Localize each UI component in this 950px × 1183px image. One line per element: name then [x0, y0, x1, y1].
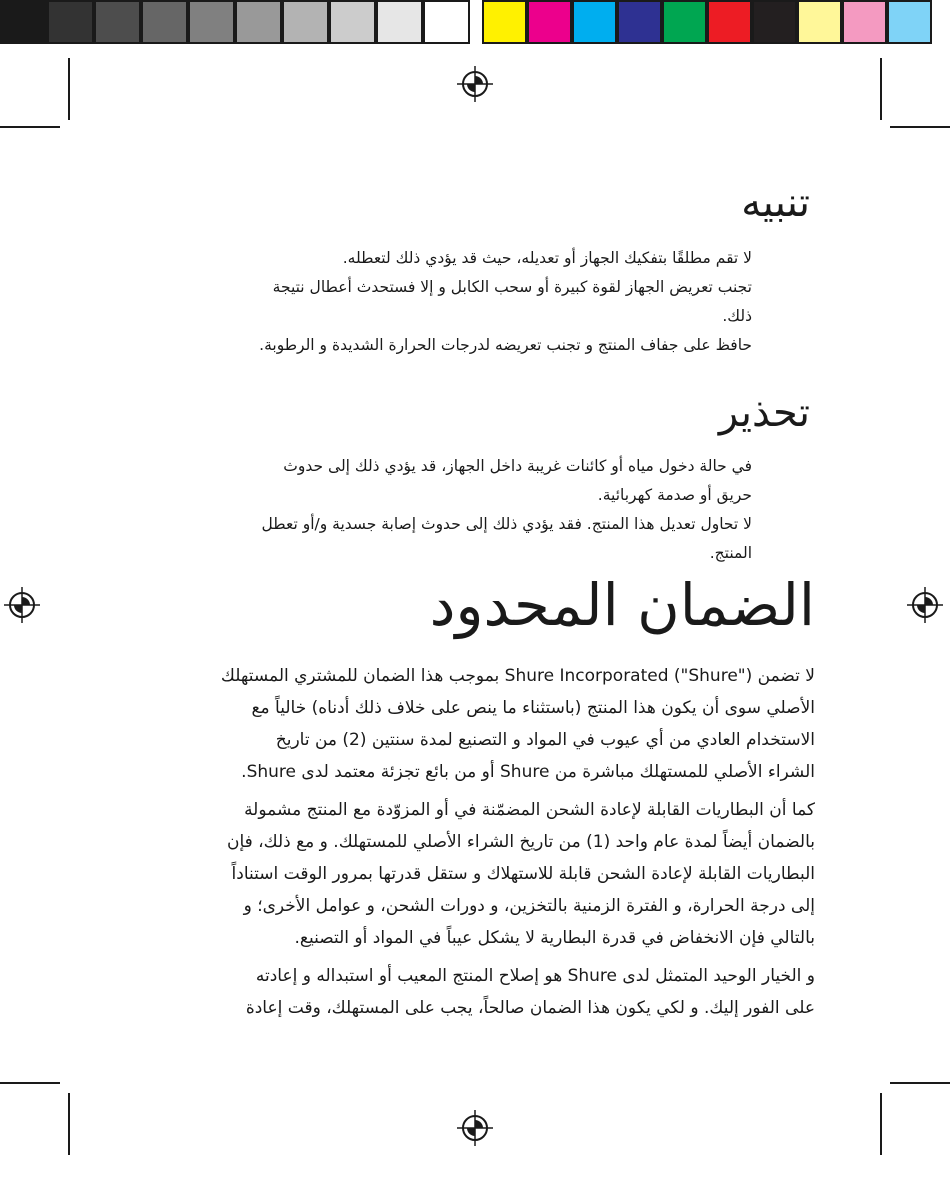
- paragraph-line: إلى درجة الحرارة، و الفترة الزمنية بالتخزين، و دورات الشحن، و عوامل الأخرى؛ و: [243, 896, 815, 916]
- warning-heading: تحذير: [718, 390, 810, 436]
- crop-mark-top-right-vertical: [880, 58, 882, 120]
- crop-mark-bottom-left-vertical: [68, 1093, 70, 1155]
- color-patch-10: [887, 0, 932, 44]
- grayscale-color-bar: [0, 0, 470, 48]
- warning-line: في حالة دخول مياه أو كائنات غريبة داخل الجهاز، قد يؤدي ذلك إلى حدوث: [283, 457, 752, 475]
- crop-mark-bottom-right-horizontal: [890, 1082, 950, 1084]
- paragraph-line: الأصلي سوى أن يكون هذا المنتج (باستثناء ما ينص على خلاف ذلك أدناه) خالياً مع: [251, 698, 815, 718]
- gray-patch-6: [235, 0, 282, 44]
- gray-patch-9: [376, 0, 423, 44]
- warning-line: المنتج.: [709, 544, 752, 562]
- registration-mark-top: [457, 66, 493, 102]
- paragraph-line: كما أن البطاريات القابلة لإعادة الشحن المضمّنة في أو المزوّدة مع المنتج مشمولة: [244, 800, 815, 820]
- color-patch-5: [662, 0, 707, 44]
- paragraph-line: الاستخدام العادي من أي عيوب في المواد و التصنيع لمدة سنتين (2) من تاريخ: [275, 730, 815, 750]
- warning-text-block: [132, 452, 752, 568]
- gray-patch-1: [0, 0, 47, 44]
- paragraph-line: بالضمان أيضاً لمدة عام واحد (1) من تاريخ الشراء الأصلي للمستهلك. و مع ذلك، فإن: [226, 832, 815, 852]
- registration-mark-right: [907, 587, 943, 623]
- caution-text-block: [152, 244, 752, 360]
- crop-mark-bottom-right-vertical: [880, 1093, 882, 1155]
- color-patch-2: [527, 0, 572, 44]
- caution-heading: تنبيه: [741, 180, 810, 226]
- color-patch-4: [617, 0, 662, 44]
- gray-patch-2: [47, 0, 94, 44]
- color-patch-6: [707, 0, 752, 44]
- gray-patch-3: [94, 0, 141, 44]
- gray-patch-10: [423, 0, 470, 44]
- paragraph-line: على الفور إليك. و لكي يكون هذا الضمان صالحاً، يجب على المستهلك، وقت إعادة: [245, 998, 815, 1018]
- warning-line: حريق أو صدمة كهربائية.: [597, 486, 752, 504]
- color-patch-7: [752, 0, 797, 44]
- paragraph-line: و الخيار الوحيد المتمثل لدى Shure هو إصلاح المنتج المعيب أو استبداله و إعادته: [255, 966, 815, 986]
- registration-mark-left: [4, 587, 40, 623]
- paragraph-line: بالتالي فإن الانخفاض في قدرة البطارية لا يشكل عيباً في المواد أو التصنيع.: [294, 928, 815, 948]
- registration-mark-bottom: [457, 1110, 493, 1146]
- warranty-body: [115, 660, 815, 1030]
- warranty-paragraph-2: [115, 794, 815, 954]
- warranty-paragraph-1: [115, 660, 815, 788]
- crop-mark-top-left-vertical: [68, 58, 70, 120]
- color-patch-8: [797, 0, 842, 44]
- color-patch-3: [572, 0, 617, 44]
- caution-line: ذلك.: [722, 307, 752, 325]
- gray-patch-8: [329, 0, 376, 44]
- caution-line: تجنب تعريض الجهاز لقوة كبيرة أو سحب الكابل و إلا فستحدث أعطال نتيجة: [272, 278, 752, 296]
- color-patch-1: [482, 0, 527, 44]
- process-color-bar: [482, 0, 932, 48]
- paragraph-line: البطاريات القابلة لإعادة الشحن قابلة للاستهلاك و ستقل قدرتها بمرور الوقت استناداً: [231, 864, 815, 884]
- crop-mark-bottom-left-horizontal: [0, 1082, 60, 1084]
- warning-line: لا تحاول تعديل هذا المنتج. فقد يؤدي ذلك إلى حدوث إصابة جسدية و/أو تعطل: [261, 515, 752, 533]
- paragraph-line: لا تضمن Shure Incorporated ("Shure") بموجب هذا الضمان للمشتري المستهلك: [220, 666, 815, 686]
- caution-line: حافظ على جفاف المنتج و تجنب تعريضه لدرجات الحرارة الشديدة و الرطوبة.: [259, 336, 752, 354]
- paragraph-line: الشراء الأصلي للمستهلك مباشرة من Shure أو من بائع تجزئة معتمد لدى Shure.: [241, 762, 815, 782]
- warranty-heading: الضمان المحدود: [429, 571, 815, 639]
- gray-patch-4: [141, 0, 188, 44]
- crop-mark-top-right-horizontal: [890, 126, 950, 128]
- crop-mark-top-left-horizontal: [0, 126, 60, 128]
- gray-patch-7: [282, 0, 329, 44]
- warranty-paragraph-3: [115, 960, 815, 1024]
- gray-patch-5: [188, 0, 235, 44]
- caution-line: لا تقم مطلقًا بتفكيك الجهاز أو تعديله، حيث قد يؤدي ذلك لتعطله.: [342, 249, 752, 267]
- color-patch-9: [842, 0, 887, 44]
